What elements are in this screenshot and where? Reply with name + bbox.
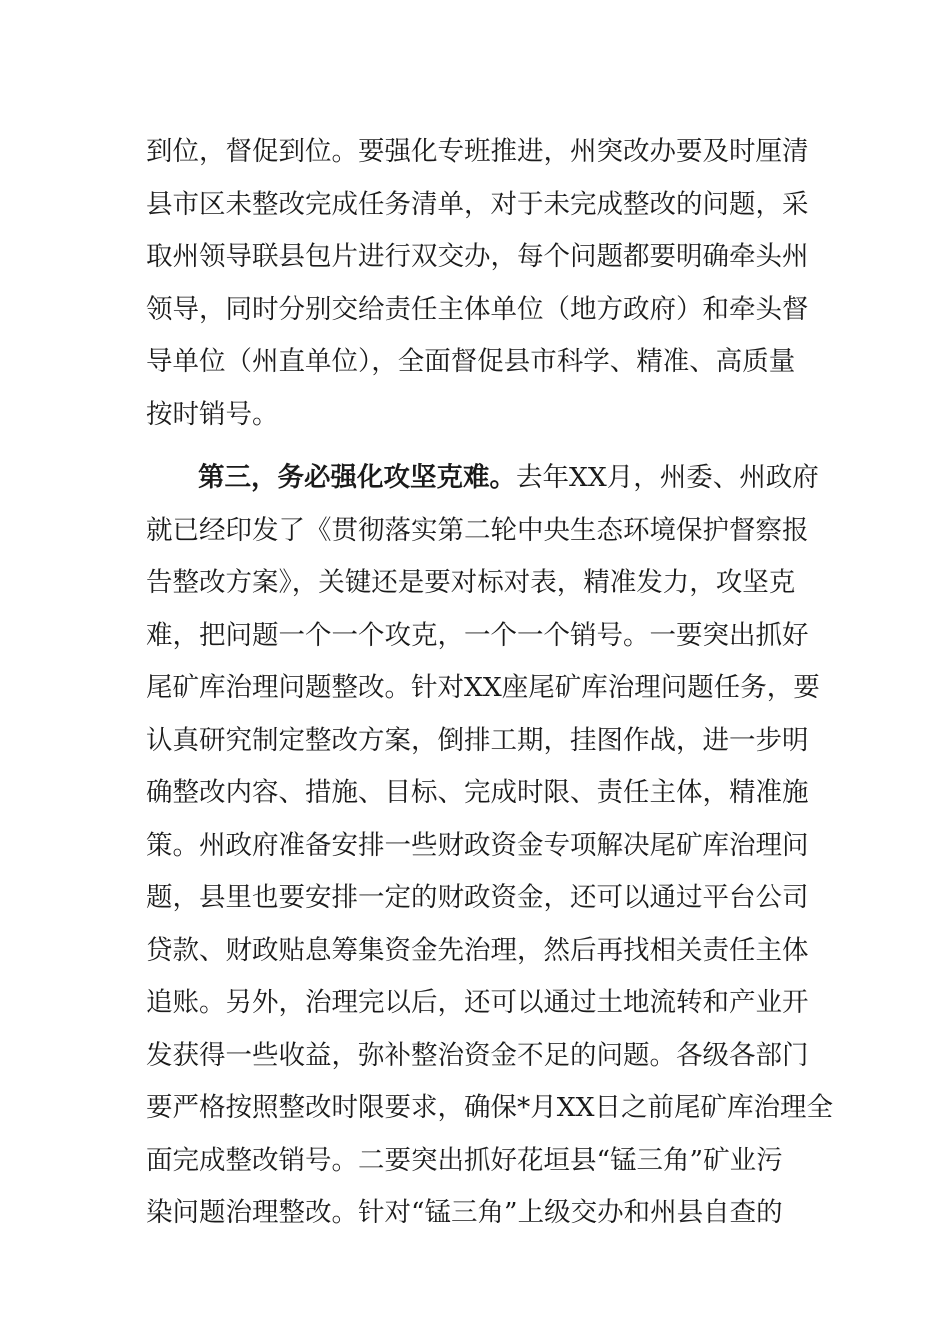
paragraph-line: 追账。另外，治理完以后，还可以通过土地流转和产业开 <box>146 987 809 1018</box>
paragraph-line: 按时销号。 <box>146 398 279 430</box>
paragraph-line: 题，县里也要安排一定的财政资金，还可以通过平台公司 <box>146 882 809 913</box>
paragraph-1 <box>146 126 816 441</box>
paragraph-line: 面完成整改销号。二要突出抓好花垣县“锰三角”矿业污 <box>146 1144 783 1176</box>
paragraph-line: 认真研究制定整改方案，倒排工期，挂图作战，进一步明 <box>146 724 809 756</box>
paragraph-line: 发获得一些收益，弥补整治资金不足的问题。各级各部门 <box>146 1039 809 1071</box>
paragraph-line: 策。州政府准备安排一些财政资金专项解决尾矿库治理问 <box>146 829 809 861</box>
document-body <box>146 126 833 1240</box>
paragraph-line: 取州领导联县包片进行双交办，每个问题都要明确牵头州 <box>146 241 809 272</box>
paragraph-line: 导单位（州直单位），全面督促县市科学、精准、高质量 <box>146 346 796 377</box>
paragraph-line: 难，把问题一个一个攻克，一个一个销号。一要突出抓好 <box>146 619 809 651</box>
paragraph-line: 就已经印发了《贯彻落实第二轮中央生态环境保护督察报 <box>146 514 809 546</box>
paragraph-line: 贷款、财政贴息筹集资金先治理，然后再找相关责任主体 <box>146 934 809 966</box>
paragraph-first-line-rest: 去年XX月，州委、州政府 <box>516 462 819 493</box>
paragraph-first-line <box>146 452 819 505</box>
paragraph-line: 告整改方案》，关键还是要对标对表，精准发力，攻坚克 <box>146 567 796 598</box>
paragraph-line: 县市区未整改完成任务清单，对于未完成整改的问题，采 <box>146 188 809 220</box>
paragraph-line: 确整改内容、措施、目标、完成时限、责任主体，精准施 <box>146 777 809 808</box>
paragraph-gap <box>146 441 816 452</box>
paragraph-line: 染问题治理整改。针对“锰三角”上级交办和州县自查的 <box>146 1197 783 1228</box>
section-heading-lead: 第三，务必强化攻坚克难。 <box>198 462 516 493</box>
paragraph-line: 要严格按照整改时限要求，确保*月XX日之前尾矿库治理全 <box>146 1092 833 1123</box>
paragraph-line: 尾矿库治理问题整改。针对XX座尾矿库治理问题任务，要 <box>146 672 820 703</box>
paragraph-line: 领导，同时分别交给责任主体单位（地方政府）和牵头督 <box>146 293 809 325</box>
paragraph-line: 到位，督促到位。要强化专班推进，州突改办要及时厘清 <box>146 136 809 167</box>
paragraph-2 <box>146 452 833 1240</box>
